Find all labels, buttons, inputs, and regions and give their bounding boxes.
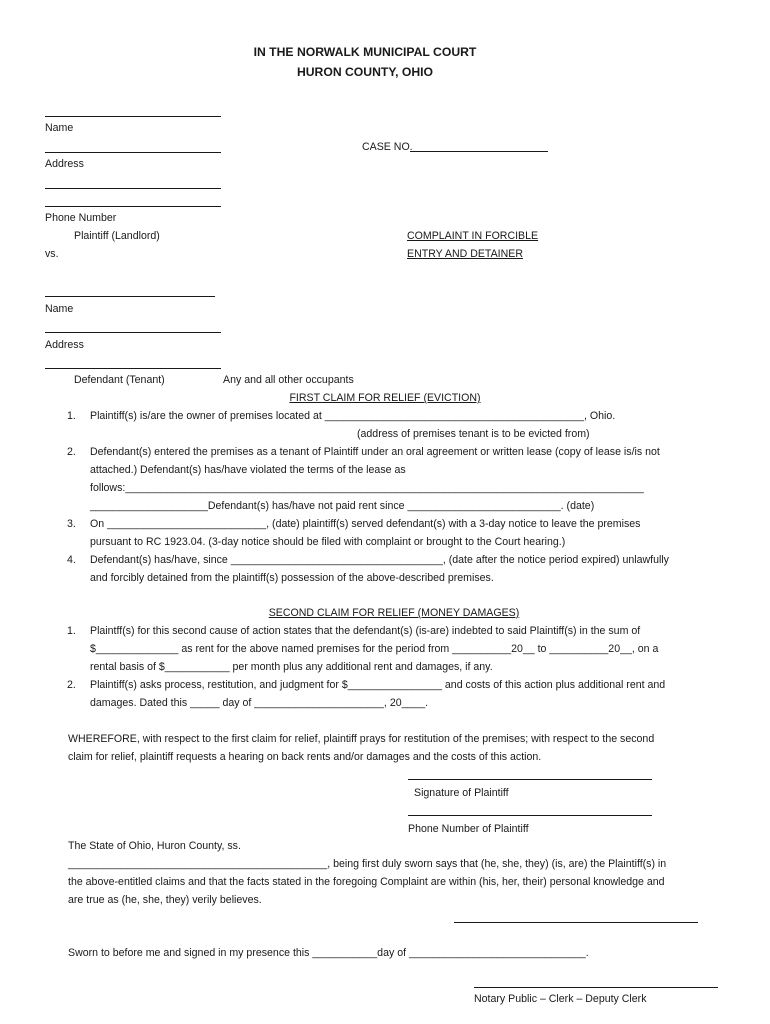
plaintiff-address-line-1[interactable]: [45, 152, 221, 153]
first-claim-item-3-line2: pursuant to RC 1923.04. (3-day notice should be filed with complaint or brought to the Court hearing.): [90, 536, 566, 548]
first-claim-item-4-line2: and forcibly detained from the plaintiff(s) possession of the above-described premises.: [90, 572, 494, 584]
plaintiff-address-label: Address: [45, 158, 84, 170]
versus-label: vs.: [45, 248, 59, 260]
plaintiff-name-label: Name: [45, 122, 74, 134]
defendant-address-line-1[interactable]: [45, 332, 221, 333]
first-claim-item-2-line2: attached.) Defendant(s) has/have violated the terms of the lease as: [90, 464, 406, 476]
case-number-line[interactable]: [410, 151, 548, 152]
second-claim-item-2-line1: Plaintiff(s) asks process, restitution, and judgment for $________________ and costs of this action plus additional rent and: [90, 679, 666, 691]
second-claim-item-1-line2: $______________ as rent for the above named premises for the period from __________20__ to __________20__, on a: [90, 643, 659, 655]
second-claim-item-1-line3: rental basis of $___________ per month plus any additional rent and damages, if any.: [90, 661, 493, 673]
plaintiff-phone-label: Phone Number: [45, 212, 117, 224]
case-number-label: CASE NO.: [362, 141, 413, 153]
second-claim-item-2-number: 2.: [67, 679, 76, 691]
state-county-line: The State of Ohio, Huron County, ss.: [68, 840, 241, 852]
complaint-title-line2: ENTRY AND DETAINER: [407, 248, 523, 260]
affidavit-line1: ____________________________________________, being first duly sworn says that (he, she, they) (is, are) the Plaintiff(s) in: [68, 858, 667, 870]
first-claim-item-3-line1: On ___________________________, (date) plaintiff(s) served defendant(s) with a 3-day notice to leave the premises: [90, 518, 641, 530]
wherefore-line2: claim for relief, plaintiff requests a hearing on back rents and/or damages and the costs of this action.: [68, 751, 542, 763]
first-claim-item-4-number: 4.: [67, 554, 76, 566]
sworn-statement: Sworn to before me and signed in my presence this ___________day of ______________________________.: [68, 947, 589, 959]
county-name: HURON COUNTY, OHIO: [296, 65, 434, 79]
first-claim-heading: FIRST CLAIM FOR RELIEF (EVICTION): [289, 392, 481, 404]
plaintiff-phone-signature-label: Phone Number of Plaintiff: [408, 823, 529, 835]
complaint-title-line1: COMPLAINT IN FORCIBLE: [407, 230, 539, 242]
plaintiff-signature-line[interactable]: [408, 779, 652, 780]
wherefore-line1: WHEREFORE, with respect to the first claim for relief, plaintiff prays for restitution of the premises; with respect to the second: [68, 733, 655, 745]
defendant-name-line[interactable]: [45, 296, 215, 297]
first-claim-item-2-line3: follows:________________________________________________________________________________________: [90, 482, 644, 494]
second-claim-item-1-line1: Plaintff(s) for this second cause of action states that the defendant(s) (is-are) indebted to said Plaintiff(s) in the sum of: [90, 625, 641, 637]
plaintiff-phone-line[interactable]: [45, 206, 221, 207]
defendant-name-label: Name: [45, 303, 74, 315]
affidavit-line2: the above-entitled claims and that the facts stated in the foregoing Complaint are within (his, her, their) personal knowledge and: [68, 876, 665, 888]
court-name: IN THE NORWALK MUNICIPAL COURT: [253, 45, 477, 59]
first-claim-item-1-number: 1.: [67, 410, 76, 422]
first-claim-item-1-text: Plaintiff(s) is/are the owner of premises located at ____________________________________________, Ohio.: [90, 410, 616, 422]
notary-label: Notary Public – Clerk – Deputy Clerk: [474, 993, 647, 1005]
plaintiff-role-label: Plaintiff (Landlord): [74, 230, 160, 242]
notary-signature-line[interactable]: [474, 987, 718, 988]
first-claim-item-4-line1: Defendant(s) has/have, since ____________________________________, (date after the notice period expired) unlawfully: [90, 554, 669, 566]
second-claim-heading: SECOND CLAIM FOR RELIEF (MONEY DAMAGES): [268, 607, 520, 619]
other-occupants-label: Any and all other occupants: [223, 374, 354, 386]
second-claim-item-1-number: 1.: [67, 625, 76, 637]
plaintiff-signature-label: Signature of Plaintiff: [414, 787, 509, 799]
affidavit-line3: are true as (he, she, they) verily believes.: [68, 894, 262, 906]
first-claim-item-2-line4: ____________________Defendant(s) has/have not paid rent since __________________________. (date): [90, 500, 595, 512]
first-claim-item-2-line1: Defendant(s) entered the premises as a tenant of Plaintiff under an oral agreement or written lease (copy of lease is/is not: [90, 446, 660, 458]
first-claim-item-3-number: 3.: [67, 518, 76, 530]
premises-address-caption: (address of premises tenant is to be evicted from): [357, 428, 590, 440]
first-claim-item-2-number: 2.: [67, 446, 76, 458]
defendant-address-label: Address: [45, 339, 84, 351]
plaintiff-phone-signature-line[interactable]: [408, 815, 652, 816]
affiant-signature-line[interactable]: [454, 922, 698, 923]
defendant-address-line-2[interactable]: [45, 368, 221, 369]
plaintiff-address-line-2[interactable]: [45, 188, 221, 189]
defendant-role-label: Defendant (Tenant): [74, 374, 165, 386]
plaintiff-name-line[interactable]: [45, 116, 221, 117]
second-claim-item-2-line2: damages. Dated this _____ day of ______________________, 20____.: [90, 697, 429, 709]
